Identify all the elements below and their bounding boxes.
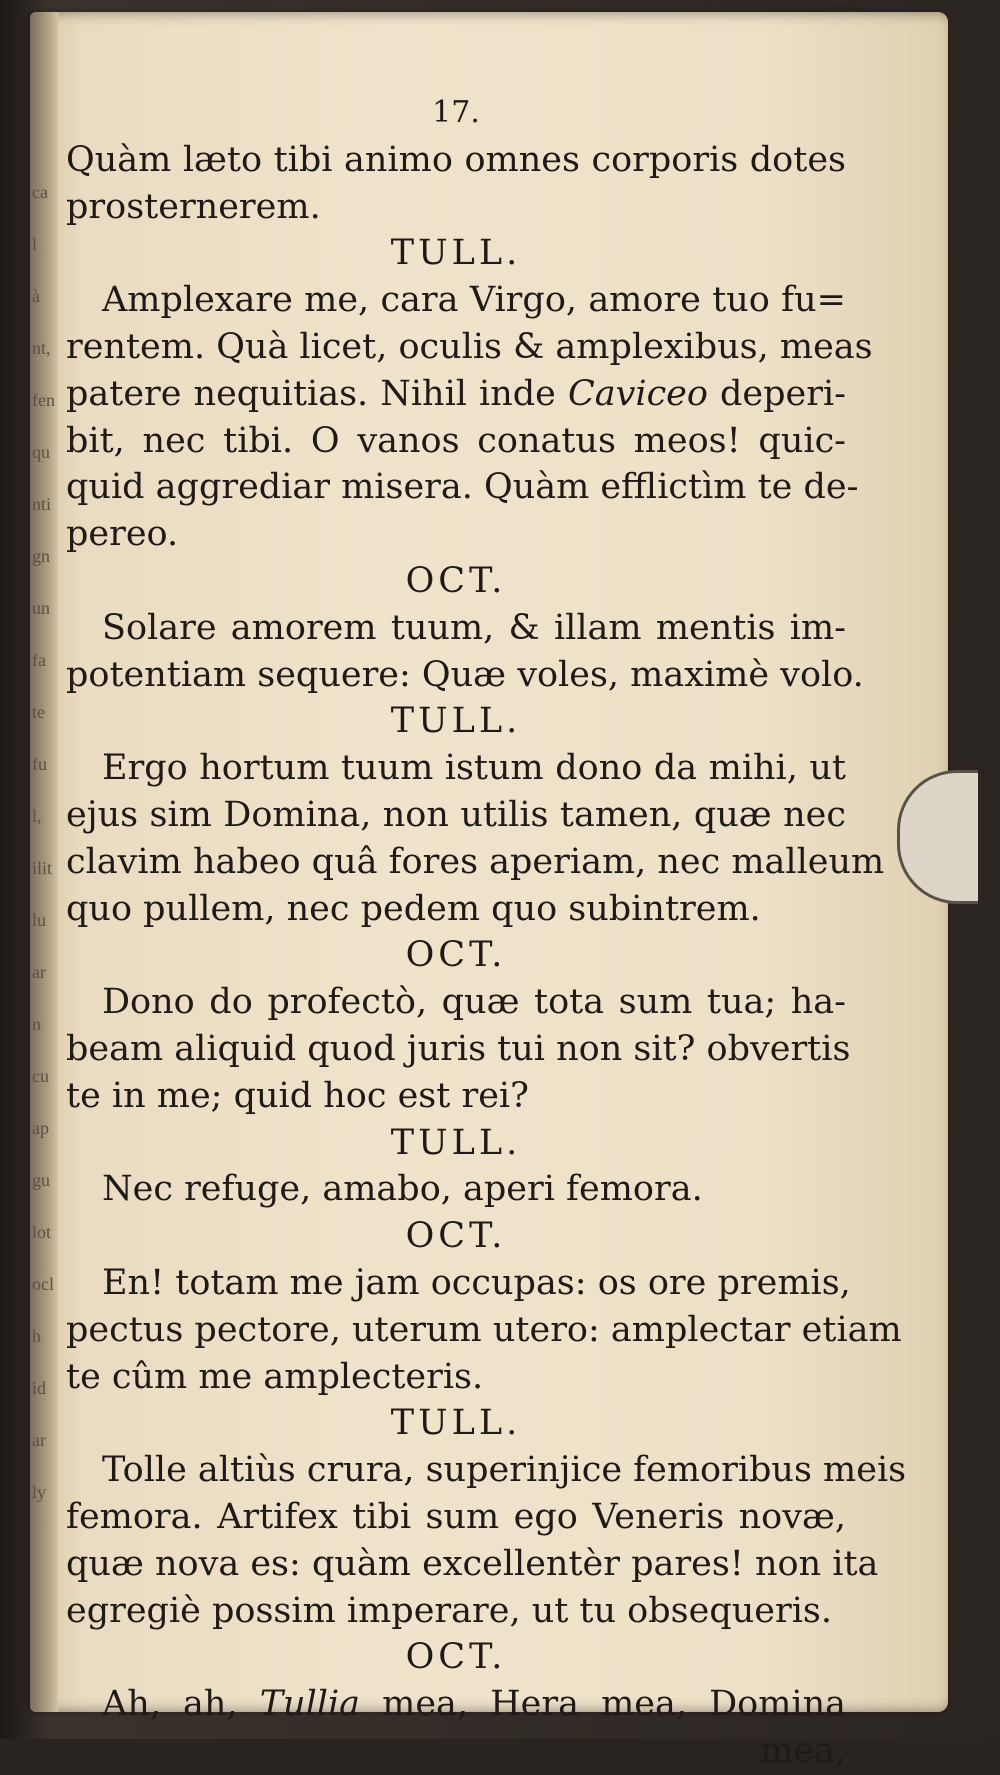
text-line: rentem. Quà licet, oculis & amplexibus, meas xyxy=(66,326,873,367)
text-line: Solare amorem tuum, & illam mentis im- xyxy=(102,607,846,648)
margin-fragment: ocl xyxy=(32,1274,54,1294)
speaker-heading: TULL. xyxy=(390,701,522,742)
speaker-heading: TULL. xyxy=(390,1403,522,1444)
text-line: Amplexare me, cara Virgo, amore tuo fu= xyxy=(102,280,846,321)
margin-fragment: lot xyxy=(32,1222,52,1242)
italic-name: Caviceo xyxy=(567,373,708,414)
margin-fragment: gn xyxy=(32,546,50,566)
text-lines xyxy=(66,137,907,1775)
margin-fragment: l, xyxy=(32,806,42,826)
text-line: Quàm læto tibi animo omnes corporis dotes xyxy=(66,139,846,180)
text-line: te in me; quid hoc est rei? xyxy=(66,1075,529,1116)
page-tab xyxy=(897,770,978,904)
italic-name: Tullia xyxy=(259,1684,361,1725)
text-line: En! totam me jam occupas: os ore premis, xyxy=(102,1262,851,1303)
page-number: 17. xyxy=(432,95,480,130)
text-line: Ergo hortum tuum istum dono da mihi, ut xyxy=(102,748,846,789)
margin-fragment: cu xyxy=(32,1066,49,1086)
margin-fragment: ly xyxy=(32,1482,47,1502)
text-line: quæ nova es: quàm excellentèr pares! non ita xyxy=(66,1543,879,1584)
speaker-heading: TULL. xyxy=(390,233,522,274)
margin-fragment: ap xyxy=(32,1118,49,1138)
margin-fragment: h xyxy=(32,1326,41,1346)
margin-fragment: à xyxy=(32,286,40,306)
text-line: pereo. xyxy=(66,514,179,555)
page-text xyxy=(66,90,907,1775)
speaker-heading: OCT. xyxy=(405,1637,507,1678)
text-line: prosternerem. xyxy=(66,186,321,227)
margin-fragment: ar xyxy=(32,1430,46,1450)
margin-fragment: l xyxy=(32,234,38,254)
margin-fragment: te xyxy=(32,702,45,722)
speaker-heading: OCT. xyxy=(405,1216,507,1257)
text-line: patere nequitias. Nihil inde Caviceo deperi- xyxy=(66,373,846,414)
margin-fragment: n xyxy=(32,1014,41,1034)
margin-fragment: nt, xyxy=(32,338,51,358)
margin-fragment: qu xyxy=(32,442,50,462)
margin-fragment: gu xyxy=(32,1170,50,1190)
margin-fragment: fu xyxy=(32,754,47,774)
text-line: beam aliquid quod juris tui non sit? obvertis xyxy=(66,1028,851,1069)
speaker-heading: TULL. xyxy=(390,1122,522,1163)
text-line: ejus sim Domina, non utilis tamen, quæ nec xyxy=(66,794,846,835)
margin-fragment: ar xyxy=(32,962,46,982)
margin-fragment: ilit xyxy=(32,858,53,878)
text-line: femora. Artifex tibi sum ego Veneris novæ, xyxy=(66,1496,846,1537)
text-line: quid aggrediar misera. Quàm efflictìm te de- xyxy=(66,467,859,508)
book-page xyxy=(30,12,948,1771)
text-line: Dono do profectò, quæ tota sum tua; ha- xyxy=(102,982,846,1023)
text-line: clavim habeo quâ fores aperiam, nec malleum xyxy=(66,841,885,882)
text-line: bit, nec tibi. O vanos conatus meos! quic- xyxy=(66,420,846,461)
margin-fragment: id xyxy=(32,1378,47,1398)
text-line: pectus pectore, uterum utero: amplectar etiam xyxy=(66,1309,902,1350)
margin-fragment: fa xyxy=(32,650,46,670)
speaker-heading: OCT. xyxy=(405,935,507,976)
margin-fragment: un xyxy=(32,598,50,618)
text-line: Tolle altiùs crura, superinjice femoribus meis xyxy=(102,1450,907,1491)
margin-fragment: nti xyxy=(32,494,52,514)
speaker-heading: OCT. xyxy=(405,560,507,601)
margin-fragment: ca xyxy=(32,182,48,202)
text-line: Nec refuge, amabo, aperi femora. xyxy=(102,1169,703,1210)
text-line: Ah, ah, Tullia mea, Hera mea, Domina xyxy=(102,1684,846,1725)
margin-fragment: lu xyxy=(32,910,47,930)
margin-fragment: fen xyxy=(32,390,55,410)
text-line: te cûm me amplecteris. xyxy=(66,1356,484,1397)
text-line: mea, xyxy=(760,1730,846,1771)
text-line: potentiam sequere: Quæ voles, maximè volo. xyxy=(66,654,864,695)
text-line: quo pullem, nec pedem quo subintrem. xyxy=(66,888,761,929)
text-line: egregiè possim imperare, ut tu obsequeris. xyxy=(66,1590,832,1631)
